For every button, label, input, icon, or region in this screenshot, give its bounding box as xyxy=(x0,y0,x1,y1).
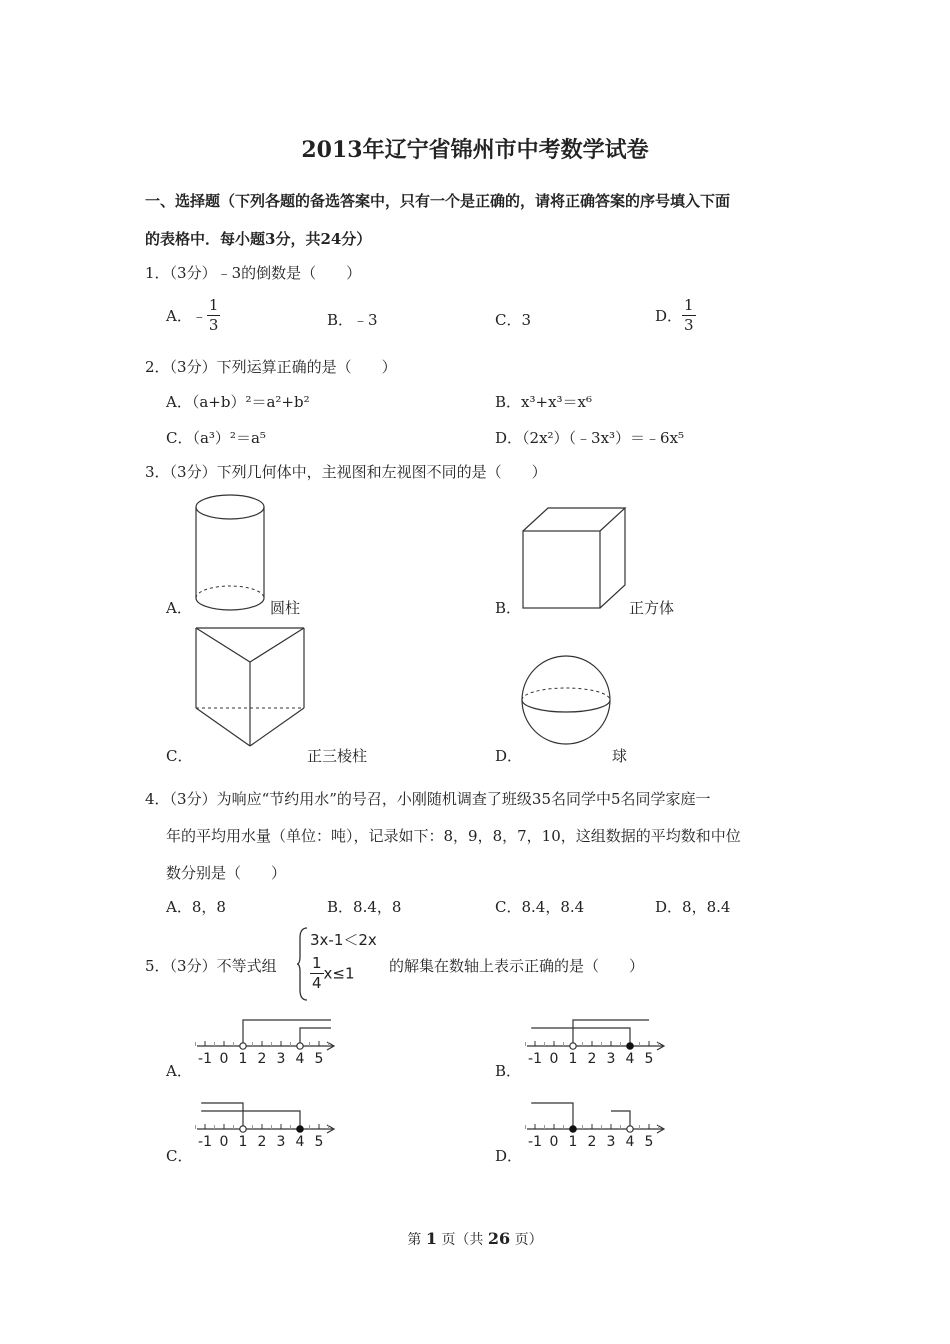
solution-ray xyxy=(201,1103,243,1129)
q5-option-a-label: A． xyxy=(166,1062,192,1080)
closed-point xyxy=(627,1043,633,1049)
q5-inequality-1: 3x-1＜2x xyxy=(310,931,377,949)
q4-stem-line3: 数分别是（ ） xyxy=(166,864,287,882)
page-footer xyxy=(0,1229,950,1249)
tick-label: 3 xyxy=(606,1051,616,1067)
q3-option-a-label: A． xyxy=(166,599,192,617)
q5-option-b-label: B． xyxy=(495,1062,522,1080)
page-title: 2013年辽宁省锦州市中考数学试卷 xyxy=(301,137,649,163)
footer-mid: 页（共 xyxy=(441,1232,484,1248)
q5-option-c-label: C． xyxy=(166,1147,193,1165)
tick-label: -1 xyxy=(198,1051,212,1067)
tick-label: 4 xyxy=(625,1051,635,1067)
q1-option-a-label: A． xyxy=(166,307,192,325)
q2-stem: 2．（3分）下列运算正确的是（ ） xyxy=(145,358,397,376)
q5-stem-pre: 5．（3分）不等式组 xyxy=(145,957,277,975)
q1-option-c: C．3 xyxy=(495,311,532,329)
q2-option-d: D．（2x²）（﹣3x³）＝﹣6x⁵ xyxy=(495,429,685,447)
numberline-d xyxy=(525,1093,670,1155)
q5-ineq2-numerator: 1 xyxy=(312,954,322,972)
tick-label: 0 xyxy=(549,1134,559,1150)
triangular-prism-figure xyxy=(192,624,312,752)
cylinder-figure xyxy=(190,492,280,614)
q3-stem: 3．（3分）下列几何体中，主视图和左视图不同的是（ ） xyxy=(145,463,547,481)
closed-point xyxy=(297,1126,303,1132)
q1-option-d xyxy=(655,298,696,333)
q1-d-denominator: 3 xyxy=(684,316,694,334)
q1-option-b: B．﹣3 xyxy=(327,311,378,329)
solution-ray xyxy=(531,1103,573,1129)
q1-option-a xyxy=(166,298,220,333)
open-point xyxy=(240,1126,246,1132)
q4-option-c: C．8.4，8.4 xyxy=(495,898,585,916)
q3-option-d-label: D． xyxy=(495,747,523,765)
tick-label: 2 xyxy=(257,1134,267,1150)
tick-label: 3 xyxy=(606,1134,616,1150)
tick-label: 5 xyxy=(314,1051,324,1067)
numberline-a xyxy=(195,1010,340,1072)
tick-label: 1 xyxy=(568,1134,578,1150)
open-point xyxy=(297,1043,303,1049)
footer-post: 页） xyxy=(514,1232,543,1248)
q5-stem-post: 的解集在数轴上表示正确的是（ ） xyxy=(389,957,645,975)
q1-a-numerator: 1 xyxy=(208,296,219,314)
solution-ray xyxy=(531,1028,630,1046)
tick-label: 5 xyxy=(314,1134,324,1150)
numberline-c xyxy=(195,1093,340,1155)
q5-ineq2-denominator: 4 xyxy=(312,974,322,992)
q3-option-d-name: 球 xyxy=(612,747,628,765)
tick-label: 0 xyxy=(549,1051,559,1067)
q3-option-c-label: C． xyxy=(166,747,193,765)
open-point xyxy=(240,1043,246,1049)
q1-option-a-fraction xyxy=(207,298,221,333)
closed-point xyxy=(570,1126,576,1132)
cube-figure xyxy=(518,503,634,615)
tick-label: 1 xyxy=(238,1134,248,1150)
q4-option-a: A．8，8 xyxy=(166,898,226,916)
q5-ineq2-fraction xyxy=(310,956,324,991)
solution-ray xyxy=(201,1111,300,1129)
numberline-b xyxy=(525,1010,670,1072)
tick-label: 1 xyxy=(238,1051,248,1067)
q4-stem-line1: 4．（3分）为响应“节约用水”的号召，小刚随机调查了班级35名同学中5名同学家庭一 xyxy=(145,790,711,808)
solution-ray xyxy=(243,1020,331,1046)
q1-option-d-fraction xyxy=(682,298,696,333)
q3-option-b-label: B． xyxy=(495,599,522,617)
tick-label: 4 xyxy=(625,1134,635,1150)
tick-label: -1 xyxy=(528,1134,542,1150)
tick-label: 2 xyxy=(257,1051,267,1067)
system-brace xyxy=(297,926,309,1002)
tick-label: 5 xyxy=(644,1051,654,1067)
section-heading-line2: 的表格中．每小题3分，共24分） xyxy=(145,230,372,248)
q1-option-d-label: D． xyxy=(655,307,683,325)
q4-option-d: D．8，8.4 xyxy=(655,898,731,916)
open-point xyxy=(570,1043,576,1049)
q4-option-b: B．8.4，8 xyxy=(327,898,402,916)
q1-option-a-sign: ﹣ xyxy=(191,307,207,325)
q1-d-numerator: 1 xyxy=(684,296,694,314)
tick-label: 4 xyxy=(295,1051,305,1067)
solution-ray xyxy=(300,1028,331,1046)
footer-page-number: 1 xyxy=(425,1229,437,1248)
q3-option-a-name: 圆柱 xyxy=(270,599,301,617)
sphere-figure xyxy=(518,652,618,752)
tick-label: 2 xyxy=(587,1051,597,1067)
q2-option-c: C．（a³）²＝a⁵ xyxy=(166,429,266,447)
tick-label: 5 xyxy=(644,1134,654,1150)
q5-option-d-label: D． xyxy=(495,1147,523,1165)
q5-inequality-2 xyxy=(310,956,355,991)
footer-total-pages: 26 xyxy=(487,1229,511,1248)
open-point xyxy=(627,1126,633,1132)
q4-stem-line2: 年的平均用水量（单位：吨），记录如下：8，9，8，7，10，这组数据的平均数和中位 xyxy=(166,827,741,845)
tick-label: -1 xyxy=(528,1051,542,1067)
q5-ineq2-rest: x≤1 xyxy=(323,964,355,983)
tick-label: 0 xyxy=(219,1134,229,1150)
tick-label: 0 xyxy=(219,1051,229,1067)
tick-label: 3 xyxy=(276,1051,286,1067)
q3-option-b-name: 正方体 xyxy=(629,599,675,617)
tick-label: 4 xyxy=(295,1134,305,1150)
q2-option-a: A．（a+b）²＝a²+b² xyxy=(166,393,310,411)
q1-stem: 1．（3分）﹣3的倒数是（ ） xyxy=(145,264,362,282)
tick-label: -1 xyxy=(198,1134,212,1150)
q3-option-c-name: 正三棱柱 xyxy=(307,747,368,765)
tick-label: 3 xyxy=(276,1134,286,1150)
q1-a-denominator: 3 xyxy=(208,316,219,334)
section-heading-line1: 一、选择题（下列各题的备选答案中，只有一个是正确的，请将正确答案的序号填入下面 xyxy=(145,192,731,210)
tick-label: 1 xyxy=(568,1051,578,1067)
tick-label: 2 xyxy=(587,1134,597,1150)
footer-pre: 第 xyxy=(407,1232,422,1248)
q2-option-b: B．x³+x³＝x⁶ xyxy=(495,393,593,411)
